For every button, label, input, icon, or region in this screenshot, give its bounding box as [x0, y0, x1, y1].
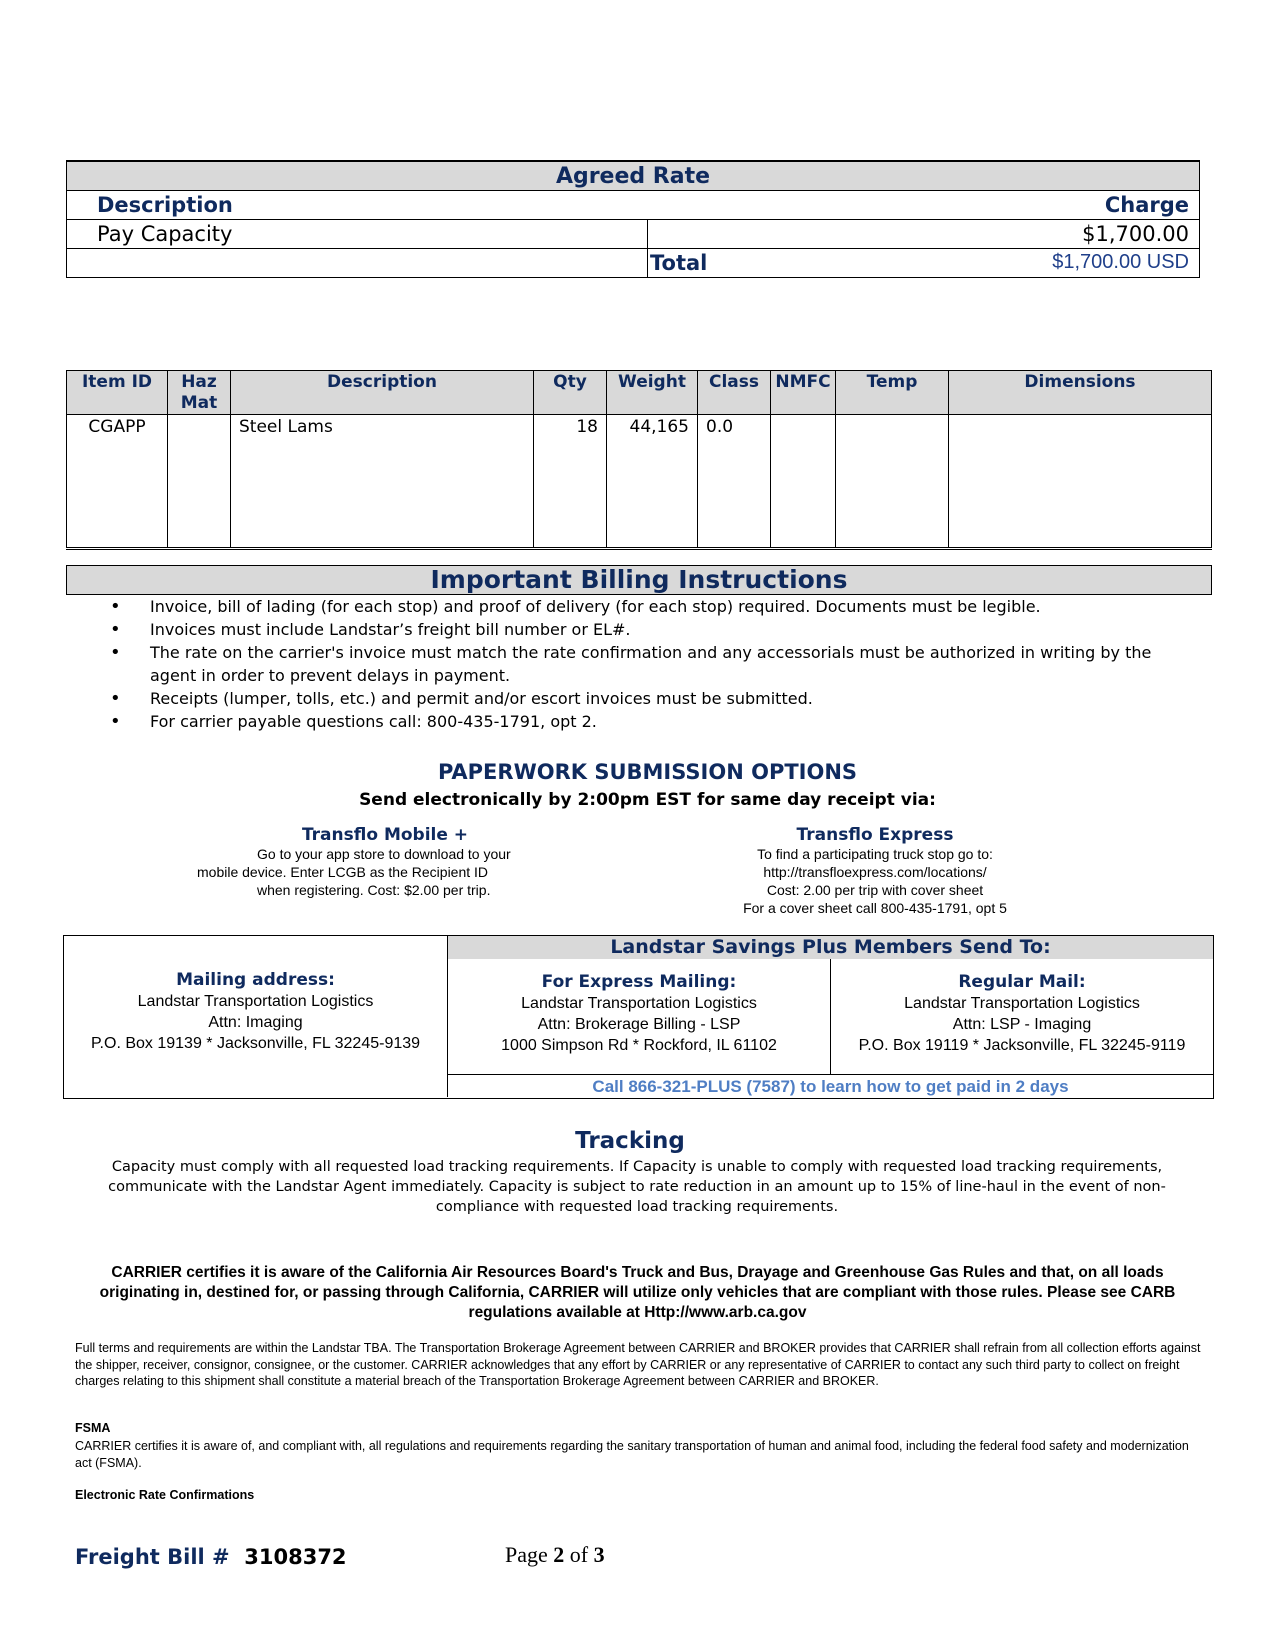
page-number — [505, 1542, 605, 1568]
list-item: • The rate on the carrier's invoice must match the rate confirmation and any accessorials must be authorized in writing by the agent in order to prevent delays in payment. — [110, 641, 1190, 687]
mailing-address-title: Mailing address: — [176, 970, 335, 990]
express-mailing-block — [448, 959, 831, 1074]
mailing-address-line3: P.O. Box 19139 * Jacksonville, FL 32245-9139 — [90, 1035, 421, 1052]
transflo-mobile-line1: Go to your app store to download to your — [257, 846, 511, 862]
rate-total-spacer — [67, 249, 648, 278]
col-weight: Weight — [607, 371, 698, 415]
mailing-address-block — [64, 936, 448, 1097]
express-mailing-title: For Express Mailing: — [541, 972, 737, 992]
page-of: of — [569, 1542, 589, 1567]
express-mailing-line2: Attn: Brokerage Billing - LSP — [537, 1016, 741, 1033]
cell-dimensions — [949, 415, 1212, 549]
transflo-express-line1: To find a participating truck stop go to: — [757, 846, 993, 862]
fsma-text: CARRIER certifies it is aware of, and compliant with, all regulations and requirements regarding the sanitary transportation of human and animal food, including the federal food safety and modernization act (FSMA). — [75, 1439, 1189, 1470]
transflo-mobile-block — [185, 825, 565, 899]
agreed-rate-title: Agreed Rate — [67, 161, 1200, 191]
carb-certification: CARRIER certifies it is aware of the California Air Resources Board's Truck and Bus, Drayage and Greenhouse Gas Rules and that, on all loads originating in, destined for, or passing through California, CARRIER will utilize only vehicles that are compliant with those rules. Please see CARB regulations available at Http://www.arb.ca.gov — [99, 1264, 1176, 1321]
rate-total-value: $1,700.00 USD — [1052, 251, 1189, 273]
cell-item-id: CGAPP — [67, 415, 168, 549]
transflo-express-block — [690, 825, 1060, 917]
rate-charge-header: Charge — [648, 191, 1200, 220]
billing-instructions-list — [110, 595, 1190, 733]
transflo-express-line3: Cost: 2.00 per trip with cover sheet — [766, 882, 984, 898]
items-table — [66, 370, 1212, 550]
col-item-id: Item ID — [67, 371, 168, 415]
tracking-text: Capacity must comply with all requested load tracking requirements. If Capacity is unable to comply with requested load tracking requirements, communicate with the Landstar Agent immediately. Capacity is subject to rate reduction in an amount up to 15% of line-haul in the event of non-compliance with requested load tracking requirements. — [108, 1159, 1166, 1215]
freight-bill-label: Freight Bill # — [75, 1545, 230, 1569]
terms-text: Full terms and requirements are within the Landstar TBA. The Transportation Brokerage Agreement between CARRIER and BROKER provides that CARRIER shall refrain from all collection efforts against the shipper, receiver, consignor, consignee, or the customer. CARRIER acknowledges that any effort by CARRIER or any representative of CARRIER to contact any such third party to collect on freight charges relating to this shipment shall constitute a material breach of the Transportation Brokerage Agreement between CARRIER and BROKER. — [75, 1341, 1201, 1388]
savings-plus-call-line: Call 866-321-PLUS (7587) to learn how to get paid in 2 days — [448, 1074, 1213, 1097]
col-description: Description — [231, 371, 534, 415]
col-nmfc: NMFC — [771, 371, 836, 415]
col-haz-mat: Haz Mat — [168, 371, 231, 415]
regular-mail-line2: Attn: LSP - Imaging — [952, 1016, 1092, 1033]
page-word: Page — [505, 1542, 548, 1567]
express-mailing-line1: Landstar Transportation Logistics — [521, 995, 757, 1012]
transflo-express-line4: For a cover sheet call 800-435-1791, opt 5 — [743, 900, 1007, 916]
transflo-express-line2: http://transfloexpress.com/locations/ — [763, 864, 987, 880]
paperwork-title: PAPERWORK SUBMISSION OPTIONS — [437, 760, 858, 784]
page-total: 3 — [593, 1542, 605, 1567]
col-temp: Temp — [836, 371, 949, 415]
col-dimensions: Dimensions — [949, 371, 1212, 415]
rate-total-cell — [648, 249, 1200, 278]
regular-mail-line1: Landstar Transportation Logistics — [904, 995, 1140, 1012]
rate-line-description: Pay Capacity — [67, 220, 648, 249]
rate-total-label: Total — [650, 251, 708, 275]
cell-qty: 18 — [534, 415, 607, 549]
freight-bill-footer — [75, 1545, 347, 1569]
transflo-express-title: Transflo Express — [796, 825, 954, 845]
col-qty: Qty — [534, 371, 607, 415]
list-item: • Invoices must include Landstar’s freight bill number or EL#. — [110, 618, 1190, 641]
mailing-grid — [63, 935, 1214, 1099]
agreed-rate-table — [66, 160, 1200, 278]
col-class: Class — [698, 371, 771, 415]
mailing-address-line2: Attn: Imaging — [208, 1014, 303, 1031]
cell-haz-mat — [168, 415, 231, 549]
cell-temp — [836, 415, 949, 549]
transflo-mobile-line2: mobile device. Enter LCGB as the Recipient ID — [197, 864, 489, 880]
express-mailing-line3: 1000 Simpson Rd * Rockford, IL 61102 — [501, 1037, 777, 1054]
electronic-rate-confirmations-title: Electronic Rate Confirmations — [75, 1488, 255, 1502]
savings-plus-header: Landstar Savings Plus Members Send To: — [448, 936, 1213, 959]
cell-weight: 44,165 — [607, 415, 698, 549]
transflo-mobile-title: Transflo Mobile + — [301, 825, 469, 845]
billing-instructions-title: Important Billing Instructions — [66, 565, 1212, 595]
list-item: • Receipts (lumper, tolls, etc.) and permit and/or escort invoices must be submitted. — [110, 687, 1190, 710]
regular-mail-block — [831, 959, 1213, 1074]
mailing-address-line1: Landstar Transportation Logistics — [137, 993, 374, 1010]
cell-description: Steel Lams — [231, 415, 534, 549]
page-current: 2 — [553, 1542, 565, 1567]
list-item: • Invoice, bill of lading (for each stop) and proof of delivery (for each stop) required. Documents must be legible. — [110, 595, 1190, 618]
transflo-mobile-line3: when registering. Cost: $2.00 per trip. — [257, 882, 491, 898]
freight-bill-number: 3108372 — [244, 1545, 347, 1569]
list-item: • For carrier payable questions call: 800-435-1791, opt 2. — [110, 710, 1190, 733]
regular-mail-line3: P.O. Box 19119 * Jacksonville, FL 32245-9119 — [858, 1037, 1186, 1054]
rate-line-charge: $1,700.00 — [648, 220, 1200, 249]
regular-mail-title: Regular Mail: — [958, 972, 1086, 992]
table-row — [67, 415, 1212, 549]
rate-description-header: Description — [67, 191, 648, 220]
tracking-title: Tracking — [575, 1128, 685, 1154]
fsma-title: FSMA — [75, 1421, 111, 1435]
cell-class: 0.0 — [698, 415, 771, 549]
cell-nmfc — [771, 415, 836, 549]
paperwork-subtitle: Send electronically by 2:00pm EST for same day receipt via: — [359, 790, 936, 810]
